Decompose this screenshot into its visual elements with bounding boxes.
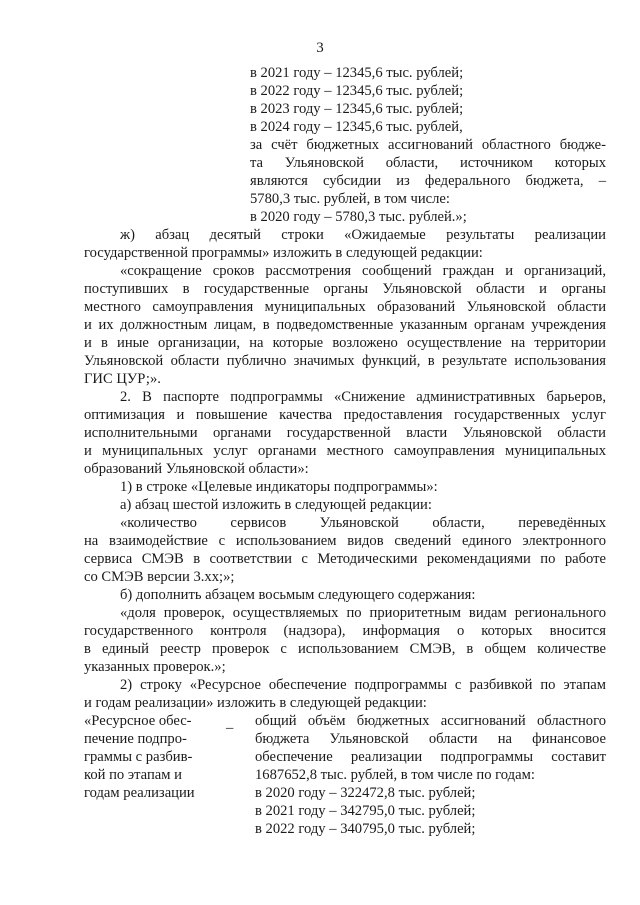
text-line: в единый реестр проверок с использованием СМЭВ, в общем количестве — [84, 641, 606, 657]
table-right-cell-line: обеспечение реализации подпрограммы составит — [255, 749, 606, 765]
text-line: в 2024 году – 12345,6 тыс. рублей, — [250, 119, 463, 135]
paragraph-first-line: 2. В паспорте подпрограммы «Снижение административных барьеров, — [120, 389, 606, 405]
paragraph-first-line: б) дополнить абзацем восьмым следующего содержания: — [120, 587, 476, 603]
text-line: на взаимодействие с использованием видов сведений единого электронного — [84, 533, 606, 549]
text-line: и их должностным лицам, в подведомственные указанным органам учреждения — [84, 317, 606, 333]
text-line: за счёт бюджетных ассигнований областного бюдже- — [250, 137, 606, 153]
table-left-cell-line: граммы с разбив- — [84, 749, 193, 765]
text-line: местного самоуправления муниципальных образований Ульяновской области — [84, 299, 606, 315]
text-line: в 2020 году – 5780,3 тыс. рублей.»; — [250, 209, 467, 225]
paragraph-first-line: 2) строку «Ресурсное обеспечение подпрограммы с разбивкой по этапам — [120, 677, 606, 693]
text-line: поступивших в государственные органы Ульяновской области и органы — [84, 281, 606, 297]
text-line: и годам реализации» изложить в следующей редакции: — [84, 695, 427, 711]
text-line: государственного контроля (надзора), информация о которых вносится — [84, 623, 606, 639]
table-right-cell-line: 1687652,8 тыс. рублей, в том числе по годам: — [255, 767, 535, 783]
paragraph-first-line: «количество сервисов Ульяновской области, переведённых — [120, 515, 606, 531]
paragraph-first-line: «доля проверок, осуществляемых по приоритетным видам регионального — [120, 605, 606, 621]
text-line: государственной программы» изложить в следующей редакции: — [84, 245, 483, 261]
text-line: и муниципальных услуг органами местного самоуправления муниципальных — [84, 443, 606, 459]
table-right-cell-line: в 2022 году – 340795,0 тыс. рублей; — [255, 821, 476, 837]
text-line: со СМЭВ версии 3.хх;»; — [84, 569, 235, 585]
text-line: и в иные организации, на которые возложено осуществление на территории — [84, 335, 606, 351]
table-left-cell-line: годам реализации — [84, 785, 195, 801]
table-left-cell-line: кой по этапам и — [84, 767, 182, 783]
paragraph-first-line: ж) абзац десятый строки «Ожидаемые результаты реализации — [120, 227, 606, 243]
text-line: в 2021 году – 12345,6 тыс. рублей; — [250, 65, 464, 81]
table-right-cell-line: в 2020 году – 322472,8 тыс. рублей; — [255, 785, 476, 801]
text-line: в 2023 году – 12345,6 тыс. рублей; — [250, 101, 464, 117]
text-line: та Ульяновской области, источником которых — [250, 155, 606, 171]
text-line: Ульяновской области публично значимых функций, в результате использования — [84, 353, 606, 369]
table-right-cell-line: в 2021 году – 342795,0 тыс. рублей; — [255, 803, 476, 819]
paragraph-first-line: «сокращение сроков рассмотрения сообщений граждан и организаций, — [120, 263, 606, 279]
text-line: сервиса СМЭВ в соответствии с Методическими рекомендациями по работе — [84, 551, 606, 567]
text-line: в 2022 году – 12345,6 тыс. рублей; — [250, 83, 464, 99]
text-line: являются субсидии из федерального бюджета, – — [250, 173, 606, 189]
page-number: 3 — [316, 40, 324, 56]
paragraph-first-line: а) абзац шестой изложить в следующей редакции: — [120, 497, 432, 513]
table-right-cell-line: бюджета Ульяновской области на финансовое — [255, 731, 606, 747]
text-line: ГИС ЦУР;». — [84, 371, 161, 387]
text-line: образований Ульяновской области»: — [84, 461, 309, 477]
table-dash: – — [226, 720, 234, 736]
text-line: указанных проверок.»; — [84, 659, 226, 675]
text-line: исполнительными органами государственной власти Ульяновской области — [84, 425, 606, 441]
paragraph-first-line: 1) в строке «Целевые индикаторы подпрограммы»: — [120, 479, 438, 495]
text-line: оптимизация и повышение качества предоставления государственных услуг — [84, 407, 606, 423]
table-right-cell-line: общий объём бюджетных ассигнований областного — [255, 713, 606, 729]
table-left-cell-line: «Ресурсное обес- — [84, 713, 192, 729]
text-line: 5780,3 тыс. рублей, в том числе: — [250, 191, 450, 207]
table-left-cell-line: печение подпро- — [84, 731, 187, 747]
